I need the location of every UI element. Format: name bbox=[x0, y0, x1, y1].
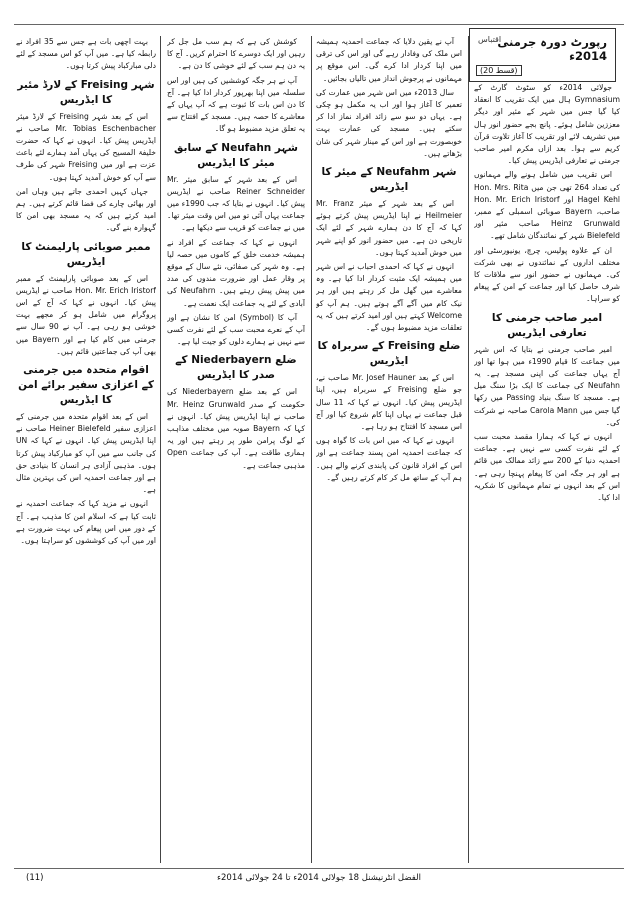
column-divider bbox=[160, 36, 161, 863]
body-paragraph: کوشش کی ہے کہ ہم سب مل جل کر رہیں اور ایک دوسرے کا احترام کریں۔ آج کا یہ دن ہم سب کے لئے خوشی کا دن ہے۔ bbox=[167, 37, 305, 71]
publication-date-line: الفضل انٹرنیشنل 18 جولائی 2014ء تا 24 جولائی 2014ء bbox=[217, 873, 421, 883]
article-subtitle: اقتباس bbox=[478, 35, 502, 44]
text-column-3 bbox=[167, 36, 305, 863]
text-column-4 bbox=[16, 36, 156, 863]
body-paragraph: جہاں کہیں احمدی جاتے ہیں وہاں امن اور بھائی چارے کی فضا قائم کرتے ہیں۔ ہم امید کرتے ہیں کہ یہ مسجد بھی امن کا گہوارہ بنے گی۔ bbox=[16, 186, 156, 233]
body-paragraph: انہوں نے کہا کہ ہمارا مقصد محبت سب کے لئے نفرت کسی سے نہیں ہے۔ جماعت احمدیہ دنیا کے 200 سے زائد ممالک میں قائم ہے اور ہر جگہ امن کا پیغام پہنچا رہی ہے۔ اس کے بعد انہوں نے تمام مہمانوں کا شکریہ ادا کیا۔ bbox=[474, 432, 620, 503]
article-title: رپورٹ دورہ جرمنی 2014ء bbox=[497, 35, 607, 63]
section-heading: اقوام متحدہ میں جرمنی کے اعزازی سفیر برائے امن کا ایڈریس bbox=[18, 364, 154, 407]
section-heading: ضلع Niederbayern کے صدر کا ایڈریس bbox=[175, 354, 297, 382]
body-paragraph: اس کے بعد ضلع Niederbayern کی حکومت کے صدر Mr. Heinz Grunwald صاحب نے اپنا ایڈریس پیش کیا۔ انہوں نے کہا کہ Bayern صوبہ میں مختلف مذاہب کے لوگ پرامن طور پر رہتے ہیں اور یہ ہماری طاقت ہے۔ آپ کی جماعت Open مذہبی جماعت ہے۔ bbox=[167, 387, 305, 470]
body-paragraph: اس کے بعد Mr. Josef Hauner صاحب نے، جو ضلع Freising کے سربراہ ہیں، اپنا ایڈریس پیش کیا۔ انہوں نے کہا کہ 11 سال قبل جماعت نے یہاں اپنا کام شروع کیا اور آج اس مسجد کا افتتاح ہو رہا ہے۔ bbox=[316, 373, 462, 432]
body-paragraph: انہوں نے کہا کہ میں اس بات کا گواہ ہوں کہ جماعت احمدیہ امن پسند جماعت ہے اور اس کے افراد قانون کی پابندی کرنے والے ہیں۔ ہم آپ کے ساتھ مل کر کام کرتے رہیں گے۔ bbox=[316, 436, 462, 482]
installment-label: (قسط 20) bbox=[476, 65, 522, 76]
body-paragraph: جولائی 2014ء کو سٹوٹ گارٹ کے Gymnasium ہال میں ایک تقریب کا انعقاد کیا گیا جس میں شہر کے مئیر اور دیگر معززین شامل ہوئے۔ پانچ بجے حضور انور ہال میں تشریف لائے اور تقریب کا آغاز تلاوت قرآن کریم سے ہوا۔ بعد ازاں مکرم امیر صاحب جرمنی نے تعارفی ایڈریس پیش کیا۔ bbox=[474, 83, 620, 166]
top-rule bbox=[14, 24, 624, 25]
body-paragraph: اس کے بعد شہر کے سابق میئر Mr. Reiner Schneider صاحب نے ایڈریس پیش کیا۔ انہوں نے بتایا کہ جب 1990ء میں جماعت یہاں آئی تو میں اس وقت میئر تھا۔ میں نے جماعت کو قریب سے دیکھا ہے۔ bbox=[167, 174, 305, 233]
body-paragraph: اس کے بعد اقوام متحدہ میں جرمنی کے اعزازی سفیر Heiner Bielefeld صاحب نے اپنا ایڈریس پیش کیا۔ انہوں نے کہا کہ UN کی جانب سے میں آپ کو مبارکباد پیش کرتا ہوں۔ مذہبی آزادی ہر انسان کا بنیادی حق ہے اور جماعت احمدیہ اس کی بہترین مثال ہے۔ bbox=[16, 412, 156, 495]
body-paragraph: اس کے بعد صوبائی پارلیمنٹ کے ممبر Hon. Mr. Erich Iristorf صاحب نے ایڈریس پیش کیا۔ انہوں نے کہا کہ آج کے اس پروگرام میں شامل ہو کر مجھے بہت خوشی ہو رہی ہے۔ آپ نے 90 سال سے جرمنی میں کام کیا ہے اور Bayern میں بھی آپ کی جماعتیں قائم ہیں۔ bbox=[16, 273, 156, 356]
body-paragraph: انہوں نے مزید کہا کہ جماعت احمدیہ نے ثابت کیا ہے کہ اسلام امن کا مذہب ہے۔ آج کے دور میں اس پیغام کی بہت ضرورت ہے اور میں آپ کی کوششوں کو سراہتا ہوں۔ bbox=[16, 499, 156, 546]
body-paragraph: انہوں نے کہا کہ احمدی احباب نے اس شہر میں ہمیشہ ایک مثبت کردار ادا کیا ہے۔ وہ معاشرے میں گھل مل کر رہتے ہیں اور ہر نیک کام میں آگے آگے ہوتے ہیں۔ ہم آپ کو Welcome کہتے ہیں اور امید کرتے ہیں کہ یہ تعلقات مزید مضبوط ہوں گے۔ bbox=[316, 262, 462, 333]
section-heading: ممبر صوبائی پارلیمنٹ کا ایڈریس bbox=[21, 240, 151, 268]
body-paragraph: آپ نے یقین دلایا کہ جماعت احمدیہ ہمیشہ اس ملک کی وفادار رہے گی اور اس کی ترقی میں اپنا کردار ادا کرے گی۔ اس موقع پر مہمانوں نے پرجوش انداز میں تالیاں بجائیں۔ bbox=[316, 37, 462, 83]
section-heading: شہر Neufahm کے میئر کا ایڈریس bbox=[321, 166, 457, 194]
body-paragraph: آپ نے ہر جگہ کوششیں کی ہیں اور اس سلسلہ میں اپنا بھرپور کردار ادا کیا ہے۔ آج کا دن اس بات کا ثبوت ہے کہ آپ یہاں کے معاشرے کا حصہ ہیں۔ مسجد کے افتتاح سے یہ تعلق مزید مضبوط ہو گا۔ bbox=[167, 75, 305, 134]
body-paragraph: اس کے بعد شہر Freising کے لارڈ میئر Mr. Tobias Eschenbacher صاحب نے ایڈریس پیش کیا۔ انہوں نے کہا کہ حضرت خلیفۃ المسیح کی یہاں آمد ہمارے لئے باعث عزت ہے اور میں Freising شہر کی طرف سے آپ کو خوش آمدید کہتا ہوں۔ bbox=[16, 111, 156, 182]
section-heading: ضلع Freising کے سربراہ کا ایڈریس bbox=[317, 340, 461, 368]
page-number: (11) bbox=[26, 873, 44, 883]
body-paragraph: آپ کا (Symbol) امن کا نشان ہے اور آپ کے نعرے محبت سب کے لئے نفرت کسی سے نہیں نے ہمارے دلوں کو جیت لیا ہے۔ bbox=[167, 312, 305, 347]
body-paragraph: اس تقریب میں شامل ہونے والے مہمانوں کی تعداد 264 تھی جن میں Hon. Mrs. Rita Hagel Kehl اور Hon. Mr. Erich Iristorf صاحب، Bayern صوبائی اسمبلی کے ممبر، Heinz Grunwald صاحب مئیر اور Bielefeld شہر کے نمائندگان شامل تھے۔ bbox=[474, 170, 620, 241]
section-heading: شہر Neufahn کے سابق میئر کا ایڈریس bbox=[174, 141, 298, 169]
section-heading: شہر Freising کے لارڈ مئیر کا ایڈریس bbox=[17, 78, 155, 106]
text-column-1 bbox=[474, 36, 620, 863]
column-divider bbox=[311, 36, 312, 863]
text-column-2 bbox=[316, 36, 462, 863]
page-footer bbox=[0, 873, 638, 891]
body-paragraph: اس کے بعد شہر کے میئر Mr. Franz Heilmeier نے اپنا ایڈریس پیش کرتے ہوئے کہا کہ آج کا دن ہمارے شہر کے لئے ایک تاریخی دن ہے۔ میں حضور انور کو اپنے شہر میں خوش آمدید کہتا ہوں۔ bbox=[316, 199, 462, 257]
section-heading: امیر صاحب جرمنی کا تعارفی ایڈریس bbox=[491, 311, 603, 339]
body-paragraph: ان کے علاوہ پولیس، چرچ، یونیورسٹی اور مختلف اداروں کے نمائندوں نے بھی شرکت کی۔ مہمانوں نے حضور انور سے ملاقات کا شرف حاصل کیا اور جماعت کے امن کے پیغام کو سراہا۔ bbox=[474, 245, 620, 304]
body-paragraph: امیر صاحب جرمنی نے بتایا کہ اس شہر میں جماعت کا قیام 1990ء میں ہوا تھا اور آج یہاں جماعت کی اپنی مسجد ہے۔ یہ Neufahn کی جماعت کا ایک بڑا سنگ میل ہے۔ مسجد کا سنگ بنیاد Passing میں رکھا گیا جس میں Carola Mann صاحبہ نے شرکت کی۔ bbox=[474, 344, 620, 427]
column-divider bbox=[468, 36, 469, 863]
body-paragraph: انہوں نے کہا کہ جماعت کے افراد نے ہمیشہ خدمت خلق کے کاموں میں حصہ لیا ہے۔ وہ شہر کی صفائی، نئے سال کے موقع پر وقار عمل اور ضرورت مندوں کی مدد میں پیش پیش رہتے ہیں۔ Neufahrn کی آبادی کے لئے یہ جماعت ایک نعمت ہے۔ bbox=[167, 237, 305, 308]
body-paragraph: سال 2013ء میں اس شہر میں عمارت کی تعمیر کا آغاز ہوا اور اب یہ مکمل ہو چکی ہے۔ یہاں دو سو سے زائد افراد نماز ادا کر سکتے ہیں۔ مسجد کی عمارت بہت خوبصورت ہے اور اس کے مینار شہر کی شان بڑھاتے ہیں۔ bbox=[316, 87, 462, 158]
bottom-rule bbox=[14, 868, 624, 869]
body-paragraph: بہت اچھی بات ہے جس سے 35 افراد نے رابطہ کیا ہے۔ میں آپ کو اس مسجد کے لئے دلی مبارکباد پیش کرتا ہوں۔ bbox=[16, 37, 156, 71]
